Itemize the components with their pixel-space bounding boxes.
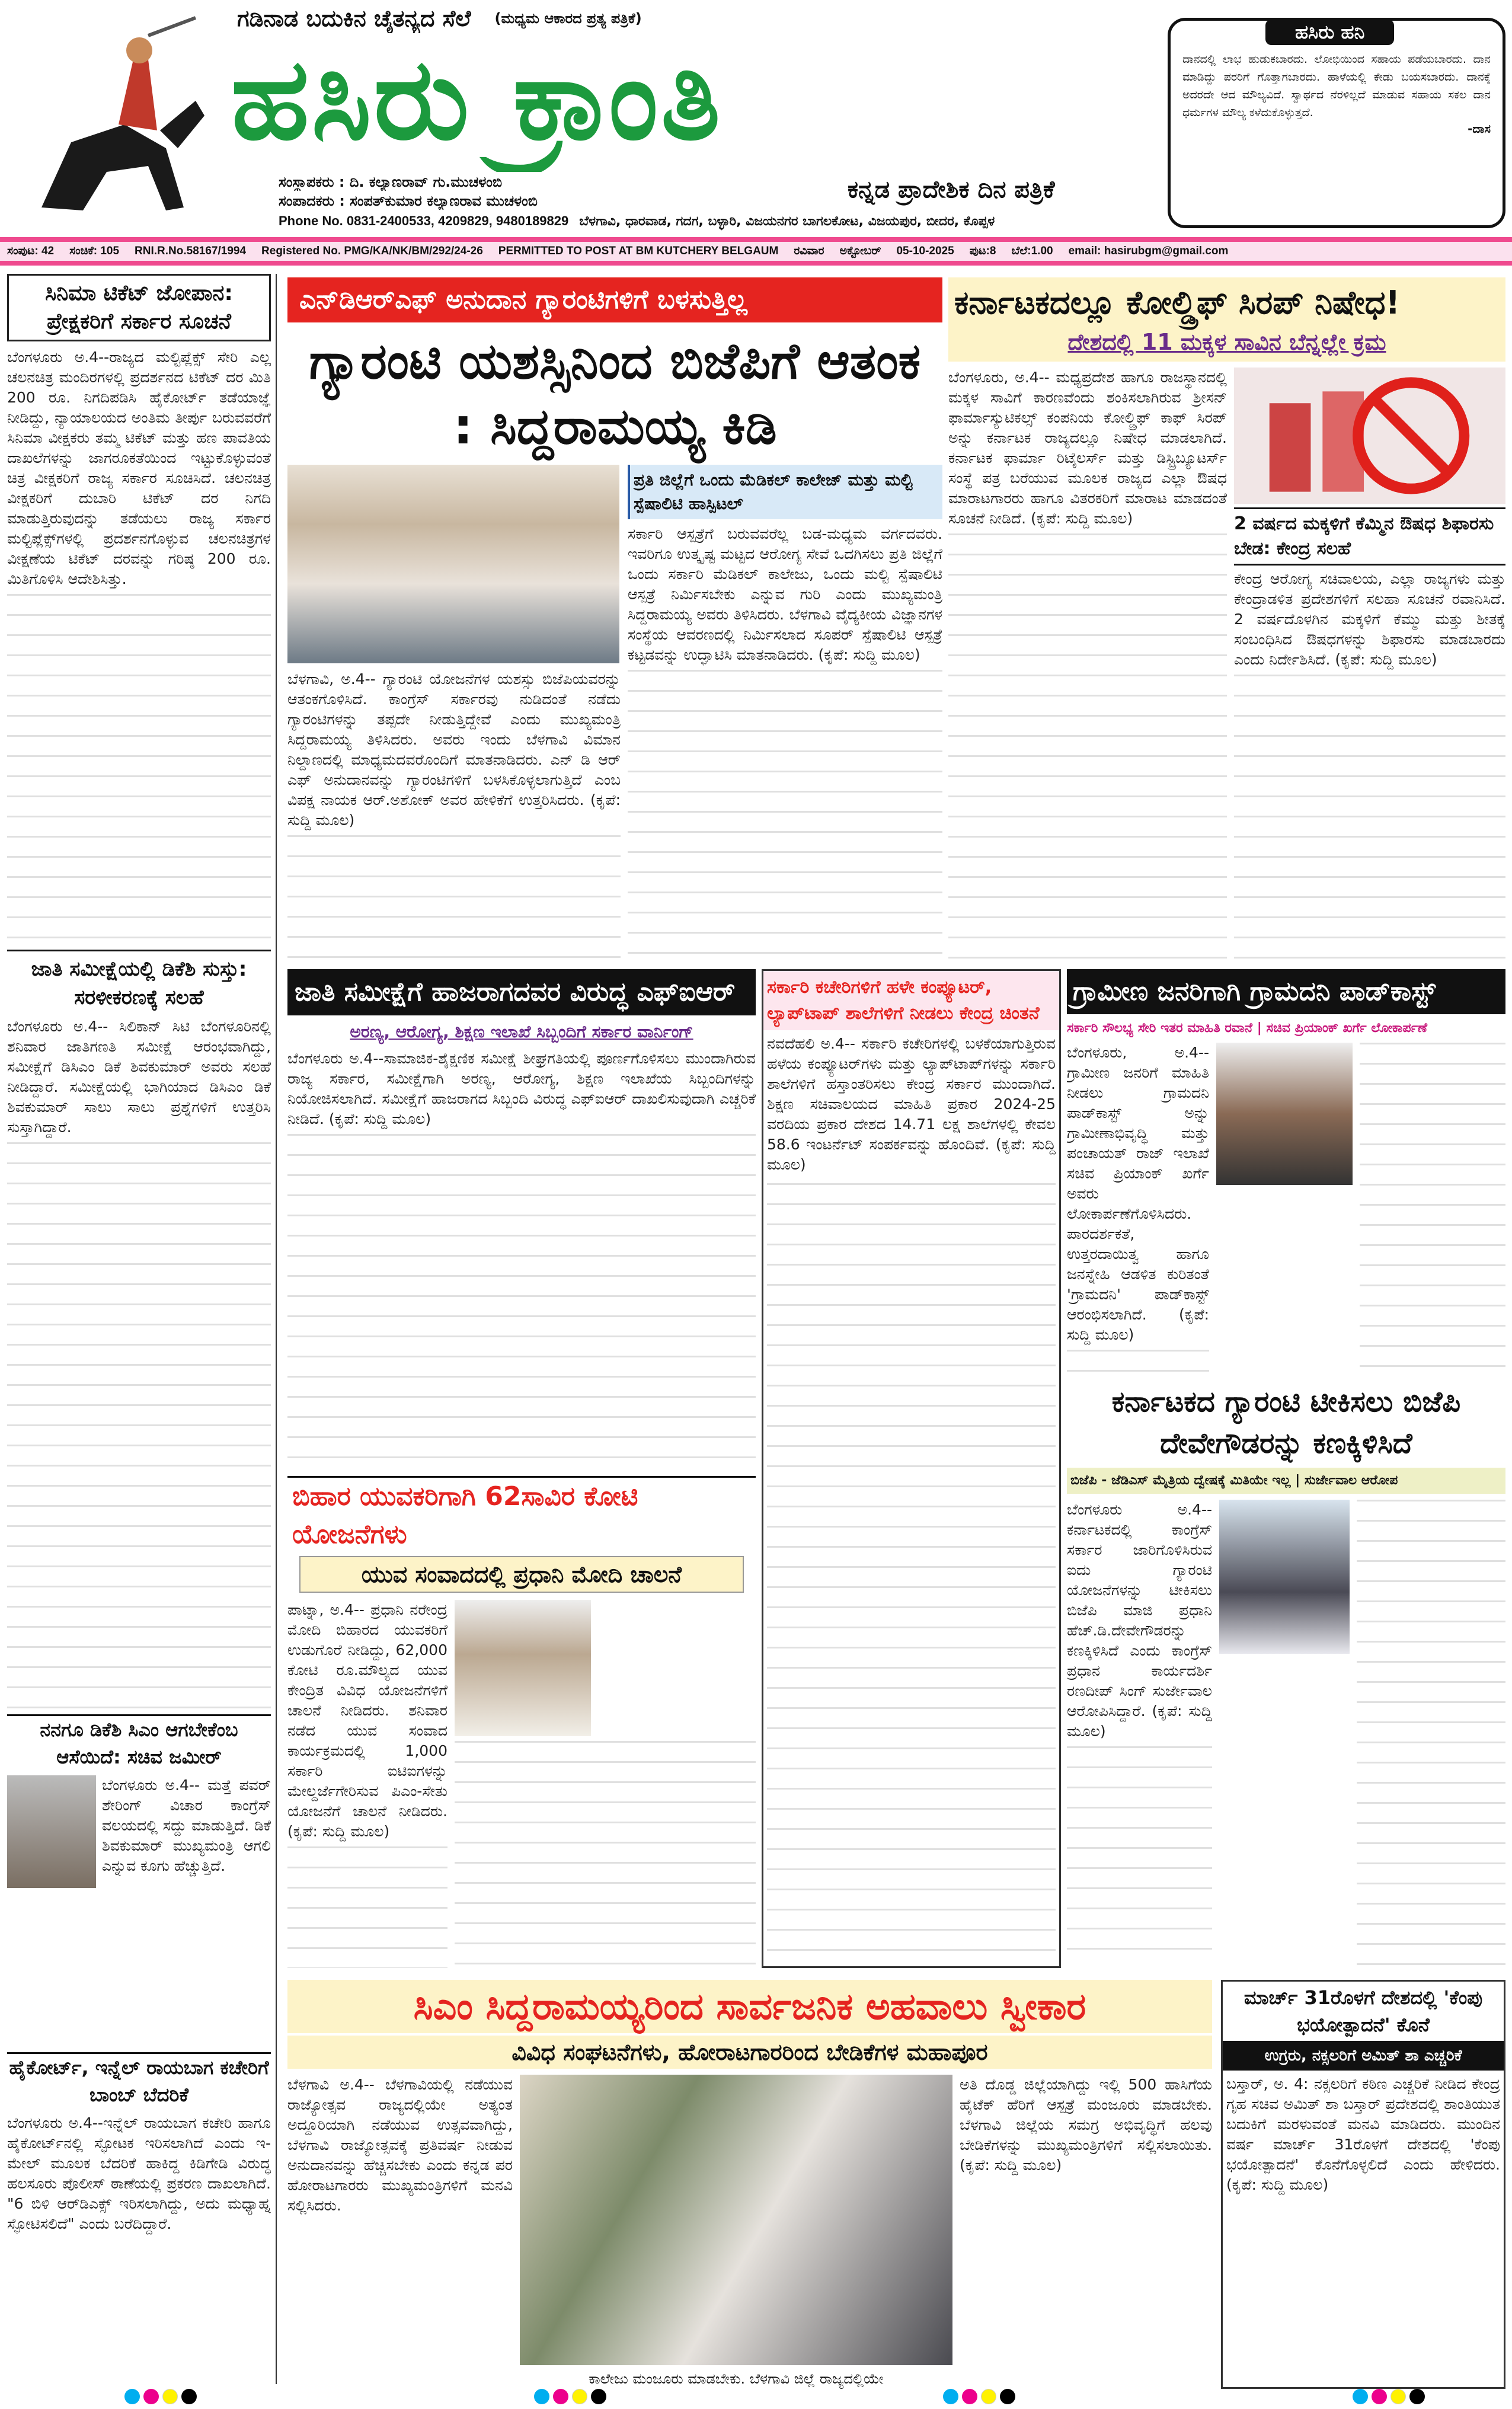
issue-strip (0, 237, 1512, 266)
text-lines (1067, 1350, 1209, 1378)
subheadline: ದೇಶದಲ್ಲಿ 11 ಮಕ್ಕಳ ಸಾವಿನ ಬೆನ್ನಲ್ಲೇ ಕ್ರಮ (1067, 329, 1386, 355)
article-zameer (7, 1714, 271, 2046)
headline: ಪ್ರತಿ ಜಿಲ್ಲೆಗೆ ಒಂದು ಮೆಡಿಕಲ್ ಕಾಲೇಜ್ ಮತ್ತು ಮಲ್ಟಿ ಸ್ಪೆಷಾಲಿಟಿ ಹಾಸ್ಪಿಟಲ್ (628, 465, 942, 519)
text-lines (767, 1183, 1056, 1963)
tagline-row (237, 4, 1162, 33)
headline: ಸಿಎಂ ಸಿದ್ದರಾಮಯ್ಯರಿಂದ ಸಾರ್ವಜನಿಕ ಅಹವಾಲು ಸ್ವೀಕಾರ (287, 1980, 1212, 2033)
modi-photo (455, 1600, 591, 1736)
volume: ಸಂಪುಟ: 42 (7, 245, 55, 257)
subheadline: ಯುವ ಸಂವಾದದಲ್ಲಿ ಪ್ರಧಾನಿ ಮೋದಿ ಚಾಲನೆ (299, 1556, 744, 1593)
article-computers (762, 969, 1061, 1968)
medical-article (628, 465, 942, 965)
article-body-right: ಅತಿ ದೊಡ್ಡ ಜಿಲ್ಲೆಯಾಗಿದ್ದು ಇಲ್ಲಿ 500 ಹಾಸಿಗೆಯ ಹೈಟೆಕ್ ಹೆರಿಗೆ ಆಸ್ಪತ್ರೆ ಮಂಜೂರು ಮಾಡಬೇಕು. ಬೆಳಗಾವಿ ಜಿಲ್ಲೆಯ ಸಮಗ್ರ ಅಭಿವೃದ್ಧಿಗೆ ಹಲವು ಬೇಡಿಕೆಗಳನ್ನು ಮುಖ್ಯಮಂತ್ರಿಗಳಿಗೆ ಸಲ್ಲಿಸಲಾಯಿತು. (ಕೃಪೆ: ಸುದ್ದಿ ಮೂಲ) (960, 2076, 1212, 2174)
headline: ಸಿನಿಮಾ ಟಿಕೆಟ್ ಜೋಪಾನ: ಪ್ರೇಕ್ಷಕರಿಗೆ ಸರ್ಕಾರ ಸೂಚನೆ (7, 274, 271, 341)
cough-article (1234, 507, 1505, 965)
cm-public-photo (520, 2075, 952, 2365)
article-podcast (1067, 969, 1505, 1378)
article-body: ಬೆಂಗಳೂರು, ಅ.4-- ಗ್ರಾಮೀಣ ಜನರಿಗೆ ಮಾಹಿತಿ ನೀಡಲು ಗ್ರಾಮದನಿ ಪಾಡ್‌ಕಾಸ್ಟ್ ಅನ್ನು ಗ್ರಾಮೀಣಾಭಿವೃದ್ಧಿ ಮತ್ತು ಪಂಚಾಯತ್ ರಾಜ್ ಇಲಾಖೆ ಸಚಿವ ಪ್ರಿಯಾಂಕ್ ಖರ್ಗೆ ಅವರು ಲೋಕಾರ್ಪಣೆಗೊಳಿಸಿದರು. ಪಾರದರ್ಶಕತೆ, ಉತ್ತರದಾಯಿತ್ವ ಹಾಗೂ ಜನಸ್ನೇಹಿ ಆಡಳಿತ ಕುರಿತಂತೆ 'ಗ್ರಾಮದನಿ' ಪಾಡ್‌ಕಾಸ್ಟ್ ಆರಂಭಿಸಲಾಗಿದೆ. (ಕೃಪೆ: ಸುದ್ದಿ ಮೂಲ) (1067, 1044, 1209, 1343)
article-body: ಪಾಟ್ನಾ, ಅ.4-- ಪ್ರಧಾನಿ ನರೇಂದ್ರ ಮೋದಿ ಬಿಹಾರದ ಯುವಕರಿಗೆ ಉಡುಗೊರೆ ನೀಡಿದ್ದು, 62,000 ಕೋಟಿ ರೂ.ಮೌಲ್ಯದ ಯುವ ಕೇಂದ್ರಿತ ವಿವಿಧ ಯೋಜನೆಗಳಿಗೆ ಚಾಲನೆ ನೀಡಿದರು. ಶನಿವಾರ ನಡೆದ ಯುವ ಸಂವಾದ ಕಾರ್ಯಕ್ರಮದಲ್ಲಿ 1,000 ಸರ್ಕಾರಿ ಐಟಿಐಗಳನ್ನು ಮೇಲ್ದರ್ಜೆಗೇರಿಸುವ ಪಿಎಂ-ಸೇತು ಯೋಜನೆಗೆ ಚಾಲನೆ ನೀಡಿದರು. (ಕೃಪೆ: ಸುದ್ದಿ ಮೂಲ) (287, 1601, 447, 1840)
priyank-kharge-photo (1216, 1043, 1353, 1185)
article-fir (287, 969, 756, 1473)
color-dots (943, 2389, 1019, 2409)
text-lines (1067, 1746, 1212, 1968)
headline: ಸರ್ಕಾರಿ ಕಚೇರಿಗಳಿಗೆ ಹಳೇ ಕಂಪ್ಯೂಟರ್, ಲ್ಯಾಪ್‌ಟಾಪ್ ಶಾಲೆಗಳಿಗೆ ನೀಡಲು ಕೇಂದ್ರ ಚಿಂತನೆ (763, 971, 1059, 1030)
article-body: ಕೇಂದ್ರ ಆರೋಗ್ಯ ಸಚಿವಾಲಯ, ಎಲ್ಲಾ ರಾಜ್ಯಗಳು ಮತ್ತು ಕೇಂದ್ರಾಡಳಿತ ಪ್ರದೇಶಗಳಿಗೆ ಸಲಹಾ ಸೂಚನೆ ರವಾನಿಸಿದೆ. 2 ವರ್ಷದೊಳಗಿನ ಮಕ್ಕಳಿಗೆ ಕೆಮ್ಮು ಮತ್ತು ಶೀತಕ್ಕೆ ಸಂಬಂಧಿಸಿದ ಔಷಧಗಳನ್ನು ಶಿಫಾರಸು ಮಾಡಬಾರದು ಎಂದು ನಿರ್ದೇಶಿಸಿದೆ. (ಕೃಪೆ: ಸುದ್ದಿ ಮೂಲ) (1234, 570, 1505, 668)
text-lines (7, 1142, 271, 1708)
headline: ಜಾತಿ ಸಮೀಕ್ಷೆಗೆ ಹಾಜರಾಗದವರ ವಿರುದ್ಧ ಎಫ್‌ಐಆರ್ (287, 969, 756, 1015)
article-bihar (287, 1476, 756, 1968)
rani-chennamma-logo (6, 12, 213, 231)
article-body: ಬೆಂಗಳೂರು ಅ.4--ಇನ್ನೆಲ್ ರಾಯಬಾಗ ಕಚೇರಿ ಹಾಗೂ ಹೈಕೋರ್ಟ್‌ನಲ್ಲಿ ಸ್ಫೋಟಕ ಇರಿಸಲಾಗಿದೆ ಎಂದು ಇ-ಮೇಲ್ ಮೂಲಕ ಬೆದರಿಕೆ ಹಾಕಿದ್ದ ಕಿಡಿಗೇಡಿ ವಿರುದ್ಧ ಹಲಸೂರು ಪೊಲೀಸ್ ಠಾಣೆಯಲ್ಲಿ ಪ್ರಕರಣ ದಾಖಲಾಗಿದೆ. "6 ಬಿಳಿ ಆರ್‌ಡಿಎಕ್ಸ್ ಇರಿಸಲಾಗಿದ್ದು, ಅದು ಮಧ್ಯಾಹ್ನ ಸ್ಫೋಟಿಸಲಿದೆ" ಎಂದು ಬರೆದಿದ್ದಾರೆ. (7, 2114, 271, 2232)
article-surjewala (1067, 1381, 1505, 1968)
headline: ಗ್ರಾಮೀಣ ಜನರಿಗಾಗಿ ಗ್ರಾಮದನಿ ಪಾಡ್‌ಕಾಸ್ಟ್ (1067, 969, 1505, 1014)
subheadline: ಅರಣ್ಯ, ಆರೋಗ್ಯ, ಶಿಕ್ಷಣ ಇಲಾಖೆ ಸಿಬ್ಬಂದಿಗೆ ಸರ್ಕಾರ ವಾರ್ನಿಂಗ್ (350, 1022, 693, 1041)
text-lines (1357, 1500, 1505, 1968)
editor: ಸಂಪಾದಕರು : ಸಂಪತ್‌ಕುಮಾರ ಕಲ್ಯಾಣರಾವ ಮುಚಳಂಬಿ (279, 193, 538, 209)
zameer-photo (7, 1775, 96, 1888)
headline: 2 ವರ್ಷದ ಮಕ್ಕಳಿಗೆ ಕೆಮ್ಮಿನ ಔಷಧ ಶಿಫಾರಸು ಬೇಡ: ಕೇಂದ್ರ ಸಲಹೆ (1234, 507, 1505, 565)
article-ndrf (287, 277, 942, 965)
text-lines (287, 1134, 756, 1473)
text-lines (455, 1741, 756, 1968)
headline: ಕರ್ನಾಟಕದಲ್ಲೂ ಕೋಲ್ಡ್ರಿಫ್ ಸಿರಪ್ ನಿಷೇಧ! (954, 284, 1401, 321)
color-dots (534, 2389, 610, 2409)
article-body: ಬೆಂಗಳೂರು, ಅ.4-- ಮಧ್ಯಪ್ರದೇಶ ಹಾಗೂ ರಾಜಸ್ಥಾನದಲ್ಲಿ ಮಕ್ಕಳ ಸಾವಿಗೆ ಕಾರಣವೆಂದು ಶಂಕಿಸಲಾಗಿರುವ ಶ್ರೀಸನ್ ಫಾರ್ಮಾಸ್ಯುಟಿಕಲ್ಸ್ ಕಂಪನಿಯ ಕೋಲ್ಡ್ರಿಫ್ ಕಾಫ್ ಸಿರಪ್ ಅನ್ನು ಕರ್ನಾಟಕ ರಾಜ್ಯದಲ್ಲೂ ನಿಷೇಧ ಮಾಡಲಾಗಿದೆ. ಕರ್ನಾಟಕ ಫಾರ್ಮಾ ರಿಟೈಲರ್ಸ್ ಮತ್ತು ಡಿಸ್ಟ್ರಿಬ್ಯೂಟರ್ಸ್ ಸಂಸ್ಥೆ ಪತ್ರ ಬರೆಯುವ ಮೂಲಕ ರಾಜ್ಯದ ಎಲ್ಲಾ ಔಷಧ ಮಾರಾಟಗಾರರು ಹಾಗೂ ವಿತರಕರಿಗೆ ಮಾರಾಟ ಮಾಡದಂತೆ ಸೂಚನೆ ನೀಡಿದೆ. (ಕೃಪೆ: ಸುದ್ದಿ ಮೂಲ) (948, 369, 1227, 527)
email[interactable]: email: hasirubgm@gmail.com (1068, 245, 1229, 257)
headline: ಬಿಹಾರ ಯುವಕರಿಗಾಗಿ 62ಸಾವಿರ ಕೋಟಿ ಯೋಜನೆಗಳು (292, 1481, 638, 1549)
color-dots (1353, 2389, 1428, 2409)
red-banner: ಎನ್‌ಡಿಆರ್‌ಎಫ್ ಅನುದಾನ ಗ್ಯಾರಂಟಿಗಳಿಗೆ ಬಳಸುತ್ತಿಲ್ಲ (287, 277, 942, 322)
subheadline: ಉಗ್ರರು, ನಕ್ಸಲರಿಗೆ ಅಮಿತ್ ಶಾ ಎಚ್ಚರಿಕೆ (1223, 2041, 1504, 2071)
lead-headline: ಗ್ಯಾರಂಟಿ ಯಶಸ್ಸಿನಿಂದ ಬಿಜೆಪಿಗೆ ಆತಂಕ : ಸಿದ್ದರಾಮಯ್ಯ ಕಿಡಿ (309, 332, 921, 455)
article-bomb (7, 2052, 271, 2384)
districts: ಬೆಳಗಾವಿ, ಧಾರವಾಡ, ಗದಗ, ಬಳ್ಳಾರಿ, ವಿಜಯನಗರ ಬಾಗಲಕೋಟ, ವಿಜಯಪುರ, ಬೀದರ, ಕೊಪ್ಪಳ (579, 213, 995, 229)
page-count: ಪುಟ:8 (969, 245, 996, 257)
phone: Phone No. 0831-2400533, 4209829, 9480189829 (279, 213, 569, 228)
article-body: ನವದೆಹಲಿ ಅ.4-- ಸರ್ಕಾರಿ ಕಚೇರಿಗಳಲ್ಲಿ ಬಳಕೆಯಾಗುತ್ತಿರುವ ಹಳೆಯ ಕಂಪ್ಯೂಟರ್‌ಗಳು ಮತ್ತು ಲ್ಯಾಪ್‌ಟಾಪ್‌ಗಳನ್ನು ಸರ್ಕಾರಿ ಶಾಲೆಗಳಿಗೆ ಹಸ್ತಾಂತರಿಸಲು ಕೇಂದ್ರ ಸರ್ಕಾರ ಮುಂದಾಗಿದೆ. ಶಿಕ್ಷಣ ಸಚಿವಾಲಯದ ಮಾಹಿತಿ ಪ್ರಕಾರ 2024-25 ವರದಿಯ ಪ್ರಕಾರ ದೇಶದ 14.71 ಲಕ್ಷ ಶಾಲೆಗಳಲ್ಲಿ ಕೇವಲ 58.6 ಇಂಟರ್ನೆಟ್ ಸಂಪರ್ಕವನ್ನು ಹೊಂದಿವೆ. (ಕೃಪೆ: ಸುದ್ದಿ ಮೂಲ) (767, 1035, 1056, 1173)
text-lines (287, 1846, 447, 1968)
article-body: ಬಸ್ತಾರ್, ಅ. 4: ನಕ್ಸಲರಿಗೆ ಕಠಿಣ ಎಚ್ಚರಿಕೆ ನೀಡಿದ ಕೇಂದ್ರ ಗೃಹ ಸಚಿವ ಅಮಿತ್ ಶಾ ಬಸ್ತಾರ್ ಪ್ರದೇಶದಲ್ಲಿ ಶಾಂತಿಯುತ ಬದುಕಿಗೆ ಮರಳುವಂತೆ ಮನವಿ ಮಾಡಿದರು. ಮುಂದಿನ ವರ್ಷ ಮಾರ್ಚ್ 31ರೊಳಗೆ ದೇಶದಲ್ಲಿ 'ಕೆಂಪು ಭಯೋತ್ಪಾದನೆ' ಕೊನೆಗೊಳ್ಳಲಿದೆ ಎಂದು ಹೇಳಿದರು. (ಕೃಪೆ: ಸುದ್ದಿ ಮೂಲ) (1226, 2075, 1500, 2193)
article-body: ಬೆಂಗಳೂರು ಅ.4--ರಾಜ್ಯದ ಮಲ್ಟಿಪ್ಲೆಕ್ಸ್ ಸೇರಿ ಎಲ್ಲ ಚಲನಚಿತ್ರ ಮಂದಿರಗಳಲ್ಲಿ ಪ್ರದರ್ಶನದ ಟಿಕೆಟ್ ದರ ಮಿತಿ 200 ರೂ. ನಿಗದಿಪಡಿಸಿ ಹೈಕೋರ್ಟ್ ತಡೆಯಾಜ್ಞೆ ನೀಡಿದ್ದು, ನ್ಯಾಯಾಲಯದ ಅಂತಿಮ ತೀರ್ಪು ಬರುವವರೆಗೆ ಸಿನಿಮಾ ವೀಕ್ಷಕರು ತಮ್ಮ ಟಿಕೆಟ್ ಮತ್ತು ಹಣ ಪಾವತಿಯ ದಾಖಲೆಗಳನ್ನು ಜಾಗರೂಕತೆಯಿಂದ ಇಟ್ಟುಕೊಳ್ಳುವಂತೆ ಚಿತ್ರ ವೀಕ್ಷಕರಿಗೆ ರಾಜ್ಯ ಸರ್ಕಾರ ಸೂಚಿಸಿದೆ. ಚಲನಚಿತ್ರ ವೀಕ್ಷಕರಿಗೆ ದುಬಾರಿ ಟಿಕೆಟ್ ದರ ನಿಗದಿ ಮಾಡುತ್ತಿರುವುದನ್ನು ತಡೆಯಲು ರಾಜ್ಯ ಸರ್ಕಾರ ಮಲ್ಟಿಪ್ಲೆಕ್ಸ್‌ಗಳಲ್ಲಿ ಪ್ರದರ್ಶನಗೊಳ್ಳುವ ಚಲನಚಿತ್ರಗಳ ವೀಕ್ಷಣೆಯ ಟಿಕೆಟ್ ದರವನ್ನು ಗರಿಷ್ಠ 200 ರೂ. ಮಿತಿಗೊಳಿಸಿ ಆದೇಶಿಸಿತ್ತು. (7, 349, 271, 587)
month: ಅಕ್ಟೋಬರ್ (839, 245, 881, 257)
headline: ಕರ್ನಾಟಕದ ಗ್ಯಾರಂಟಿ ಟೀಕಿಸಲು ಬಿಜೆಪಿ ದೇವೇಗೌಡರನ್ನು ಕಣಕ್ಕಿಳಿಸಿದೆ (1111, 1385, 1461, 1460)
quote-box (1168, 18, 1505, 228)
article-syrup (948, 277, 1505, 965)
article-body: ಬೆಂಗಳೂರು ಅ.4--ಸಾಮಾಜಿಕ-ಶೈಕ್ಷಣಿಕ ಸಮೀಕ್ಷೆ ಶೀಘ್ರಗತಿಯಲ್ಲಿ ಪೂರ್ಣಗೊಳಿಸಲು ಮುಂದಾಗಿರುವ ರಾಜ್ಯ ಸರ್ಕಾರ, ಸಮೀಕ್ಷೆಗಾಗಿ ಅರಣ್ಯ, ಆರೋಗ್ಯ, ಶಿಕ್ಷಣ ಇಲಾಖೆಯ ಸಿಬ್ಬಂದಿಗಳನ್ನು ನಿಯೋಜಿಸಲಾಗಿದೆ. ಸಮೀಕ್ಷೆಗೆ ಹಾಜರಾಗದ ಸಿಬ್ಬಂದಿ ವಿರುದ್ಧ ಎಫ್‌ಐಆರ್ ದಾಖಲಿಸುವುದಾಗಿ ಎಚ್ಚರಿಕೆ ನೀಡಿದೆ. (ಕೃಪೆ: ಸುದ್ದಿ ಮೂಲ) (287, 1050, 756, 1127)
article-body: ಸರ್ಕಾರಿ ಆಸ್ಪತ್ರೆಗೆ ಬರುವವರೆಲ್ಲ ಬಡ-ಮಧ್ಯಮ ವರ್ಗದವರು. ಇವರಿಗೂ ಉತ್ಕೃಷ್ಟ ಮಟ್ಟದ ಆರೋಗ್ಯ ಸೇವೆ ಒದಗಿಸಲು ಪ್ರತಿ ಜಿಲ್ಲೆಗೆ ಒಂದು ಸರ್ಕಾರಿ ಮೆಡಿಕಲ್ ಕಾಲೇಜು, ಒಂದು ಮಲ್ಟಿ ಸ್ಪೆಷಾಲಿಟಿ ಆಸ್ಪತ್ರೆ ನಿರ್ಮಿಸಬೇಕು ಎನ್ನುವ ಗುರಿ ಎಂದು ಮುಖ್ಯಮಂತ್ರಿ ಸಿದ್ದರಾಮಯ್ಯ ಅವರು ತಿಳಿಸಿದರು. ಬೆಳಗಾವಿ ವೈದ್ಯಕೀಯ ವಿಜ್ಞಾನಗಳ ಸಂಸ್ಥೆಯ ಆವರಣದಲ್ಲಿ ನಿರ್ಮಿಸಲಾದ ಸೂಪರ್ ಸ್ಪೆಷಾಲಿಟಿ ಆಸ್ಪತ್ರೆ ಕಟ್ಟಡವನ್ನು ಉದ್ಘಾಟಿಸಿ ಮಾತನಾಡಿದರು. (ಕೃಪೆ: ಸುದ್ದಿ ಮೂಲ) (628, 525, 942, 663)
subheadline: ಬಿಜೆಪಿ - ಜೆಡಿಎಸ್ ಮೈತ್ರಿಯ ದ್ವೇಷಕ್ಕೆ ಮಿತಿಯೇ ಇಲ್ಲ | ಸುರ್ಜೇವಾಲ ಆರೋಪ (1067, 1468, 1505, 1494)
text-lines (287, 835, 621, 965)
headline: ನನಗೂ ಡಿಕೆಶಿ ಸಿಎಂ ಆಗಬೇಕೆಂಬ ಆಸೆಯಿದೆ: ಸಚಿವ ಜಮೀರ್ (7, 1714, 271, 1771)
text-lines (1234, 675, 1505, 965)
weekday: ರವಿವಾರ (794, 245, 824, 257)
photo-caption: ಕಾಲೇಜು ಮಂಜೂರು ಮಾಡಬೇಕು. ಬೆಳಗಾವಿ ಜಿಲ್ಲೆ ರಾಜ್ಯದಲ್ಲಿಯೇ (589, 2370, 884, 2387)
contact-row (279, 211, 1162, 231)
headline: ಮಾರ್ಚ್ 31ರೊಳಗೆ ದೇಶದಲ್ಲಿ 'ಕೆಂಪು ಭಯೋತ್ಪಾದನೆ' ಕೊನೆ (1244, 1986, 1483, 2036)
tagline: ಗಡಿನಾಡ ಬದುಕಿನ ಚೈತನ್ಯದ ಸೆಲೆ (237, 5, 471, 31)
article-dks (7, 950, 271, 1708)
text-lines (7, 594, 271, 944)
article-body: ಬೆಂಗಳೂರು ಅ.4-- ಮತ್ತೆ ಪವರ್ ಶೇರಿಂಗ್ ವಿಚಾರ ಕಾಂಗ್ರೆಸ್ ವಲಯದಲ್ಲಿ ಸದ್ದು ಮಾಡುತ್ತಿದೆ. ಡಿಕೆ ಶಿವಕುಮಾರ್ ಮುಖ್ಯಮಂತ್ರಿ ಆಗಲಿ ಎನ್ನುವ ಕೂಗು ಹೆಚ್ಚುತ್ತಿದೆ. (102, 1777, 271, 1874)
registration-marks (124, 2389, 1428, 2409)
registered-number: Registered No. PMG/KA/NK/BM/292/24-26 (261, 245, 483, 257)
price: ಬೆಲೆ:1.00 (1011, 245, 1053, 257)
article-body: ಬೆಳಗಾವಿ, ಅ.4-- ಗ್ಯಾರಂಟಿ ಯೋಜನೆಗಳ ಯಶಸ್ಸು ಬಿಜೆಪಿಯವರನ್ನು ಆತಂಕಗೊಳಿಸಿದೆ. ಕಾಂಗ್ರೆಸ್ ಸರ್ಕಾರವು ನುಡಿದಂತೆ ನಡೆದು ಗ್ಯಾರಂಟಿಗಳನ್ನು ತಪ್ಪದೇ ನೀಡುತ್ತಿದ್ದೇವೆ ಎಂದು ಮುಖ್ಯಮಂತ್ರಿ ಸಿದ್ದರಾಮಯ್ಯ ತಿಳಿಸಿದರು. ಅವರು ಇಂದು ಬೆಳಗಾವಿ ವಿಮಾನ ನಿಲ್ದಾಣದಲ್ಲಿ ಮಾಧ್ಯಮದವರೊಂದಿಗೆ ಮಾತನಾಡಿದರು. ಎನ್ ಡಿ ಆರ್ ಎಫ್ ಅನುದಾನವನ್ನು ಗ್ಯಾರಂಟಿಗಳಿಗೆ ಬಳಸಿಕೊಳ್ಳಲಾಗುತ್ತಿದೆ ಎಂಬ ವಿಪಕ್ಷ ನಾಯಕ ಆರ್.ಅಶೋಕ್ ಅವರ ಹೇಳಿಕೆಗೆ ಉತ್ತರಿಸಿದರು. (ಕೃಪೆ: ಸುದ್ದಿ ಮೂಲ) (287, 670, 621, 829)
article-cm-public (287, 1980, 1212, 2389)
subheadline: ಸರ್ಕಾರಿ ಸೌಲಭ್ಯ ಸೇರಿ ಇತರ ಮಾಹಿತಿ ರವಾನೆ | ಸಚಿವ ಪ್ರಿಯಾಂಕ್ ಖರ್ಗೆ ಲೋಕಾರ್ಪಣೆ (1067, 1021, 1428, 1036)
syrup-ban-image (1234, 368, 1505, 504)
headline: ಹೈಕೋರ್ಟ್, ಇನ್ನೆಲ್ ರಾಯಬಾಗ ಕಚೇರಿಗೆ ಬಾಂಬ್ ಬೆದರಿಕೆ (7, 2052, 271, 2108)
text-lines (1360, 1043, 1505, 1378)
article-body: ಬೆಂಗಳೂರು ಅ.4-- ಸಿಲಿಕಾನ್ ಸಿಟಿ ಬೆಂಗಳೂರಿನಲ್ಲಿ ಶನಿವಾರ ಜಾತಿಗಣತಿ ಸಮೀಕ್ಷೆ ಆರಂಭವಾಗಿದ್ದು, ಸಮೀಕ್ಷೆಗೆ ಡಿಸಿಎಂ ಡಿಕೆ ಶಿವಕುಮಾರ್ ಅವರು ಸಲಹೆ ನೀಡಿದ್ದಾರೆ. ಸಮೀಕ್ಷೆಯಲ್ಲಿ ಭಾಗಿಯಾದ ಡಿಸಿಎಂ ಡಿಕೆ ಶಿವಕುಮಾರ್ ಸಾಲು ಸಾಲು ಪ್ರಶ್ನೆಗಳಿಗೆ ಉತ್ತರಿಸಿ ಸುಸ್ತಾಗಿದ್ದಾರೆ. (7, 1018, 271, 1136)
quote-title: ಹಸಿರು ಹನಿ (1265, 20, 1394, 45)
date: 05-10-2025 (896, 245, 954, 257)
paper-subtitle: ಕನ್ನಡ ಪ್ರಾದೇಶಿಕ ದಿನ ಪತ್ರಿಕೆ (848, 176, 1055, 203)
left-column (7, 274, 277, 2384)
article-cinema (7, 274, 271, 944)
surjewala-photo (1219, 1500, 1350, 1654)
text-lines (628, 670, 942, 965)
rni-number: RNI.R.No.58167/1994 (135, 245, 247, 257)
cm-press-photo (287, 465, 619, 663)
article-body: ಬೆಂಗಳೂರು ಅ.4-- ಕರ್ನಾಟಕದಲ್ಲಿ ಕಾಂಗ್ರೆಸ್ ಸರ್ಕಾರ ಜಾರಿಗೊಳಿಸಿರುವ ಐದು ಗ್ಯಾರಂಟಿ ಯೋಜನೆಗಳನ್ನು ಟೀಕಿಸಲು ಬಿಜೆಪಿ ಮಾಜಿ ಪ್ರಧಾನಿ ಹೆಚ್.ಡಿ.ದೇವೇಗೌಡರನ್ನು ಕಣಕ್ಕಿಳಿಸಿದೆ ಎಂದು ಕಾಂಗ್ರೆಸ್ ಪ್ರಧಾನ ಕಾರ್ಯದರ್ಶಿ ರಣದೀಪ್ ಸಿಂಗ್ ಸುರ್ಜೇವಾಲ ಆರೋಪಿಸಿದ್ದಾರೆ. (ಕೃಪೆ: ಸುದ್ದಿ ಮೂಲ) (1067, 1501, 1212, 1740)
subheadline: ವಿವಿಧ ಸಂಘಟನೆಗಳು, ಹೋರಾಟಗಾರರಿಂದ ಬೇಡಿಕೆಗಳ ಮಹಾಪೂರ (287, 2036, 1212, 2069)
founder: ಸಂಸ್ಥಾಪಕರು : ದಿ. ಕಲ್ಯಾಣರಾವ್ ಗು.ಮುಚಳಂಬಿ (279, 174, 503, 190)
quote-author: -ದಾಸ (1468, 122, 1491, 136)
subtag: (ಮಧ್ಯಮ ಆಕಾರದ ಪ್ರತ್ಯ ಪತ್ರಿಕೆ) (494, 10, 642, 27)
newspaper-title: ಹಸಿರು ಕ್ರಾಂತಿ (231, 34, 723, 165)
color-dots (124, 2389, 200, 2409)
text-lines (948, 533, 1227, 965)
article-body-left: ಬೆಳಗಾವಿ ಅ.4-- ಬೆಳಗಾವಿಯಲ್ಲಿ ನಡೆಯುವ ರಾಜ್ಯೋತ್ಸವ ರಾಜ್ಯದಲ್ಲಿಯೇ ಅತ್ಯಂತ ಅದ್ದೂರಿಯಾಗಿ ನಡೆಯುವ ಉತ್ಸವವಾಗಿದ್ದು, ಬೆಳಗಾವಿ ರಾಜ್ಯೋತ್ಸವಕ್ಕೆ ಪ್ರತಿವರ್ಷ ನೀಡುವ ಅನುದಾನವನ್ನು ಹೆಚ್ಚಿಸಬೇಕು ಎಂದು ಕನ್ನಡ ಪರ ಹೋರಾಟಗಾರರು ಮುಖ್ಯಮಂತ್ರಿಗಳಿಗೆ ಮನವಿ ಸಲ್ಲಿಸಿದರು. (287, 2076, 513, 2214)
postal-permit: PERMITTED TO POST AT BM KUTCHERY BELGAUM (498, 245, 779, 257)
quote-text: ದಾನದಲ್ಲಿ ಲಾಭ ಹುಡುಕಬಾರದು. ಲೋಭಿಯಿಂದ ಸಹಾಯ ಪಡೆಯಬಾರದು. ದಾನ ಮಾಡಿದ್ದು ಪರರಿಗೆ ಗೊತ್ತಾಗಬಾರದು. ಹಾಳೆಯಲ್ಲಿ ಕೇಡು ಬಯಸಬಾರದು. ದಾನಕ್ಕೆ ಅದರದೇ ಆದ ಮೌಲ್ಯವಿದೆ. ಸ್ವಾರ್ಥದ ನೆರಳಿಲ್ಲದೆ ಮಾಡುವ ಸಹಾಯ ಸಕಲ ದಾನ ಧರ್ಮಗಳ ಮೌಲ್ಯ ಕಳೆದುಕೊಳ್ಳುತ್ತದೆ. (1182, 53, 1491, 119)
masthead (0, 0, 1512, 234)
headline: ಜಾತಿ ಸಮೀಕ್ಷೆಯಲ್ಲಿ ಡಿಕೆಶಿ ಸುಸ್ತು: ಸರಳೀಕರಣಕ್ಕೆ ಸಲಹೆ (7, 950, 271, 1012)
article-naxal (1221, 1980, 1505, 2389)
issue: ಸಂಚಿಕೆ: 105 (69, 245, 120, 257)
